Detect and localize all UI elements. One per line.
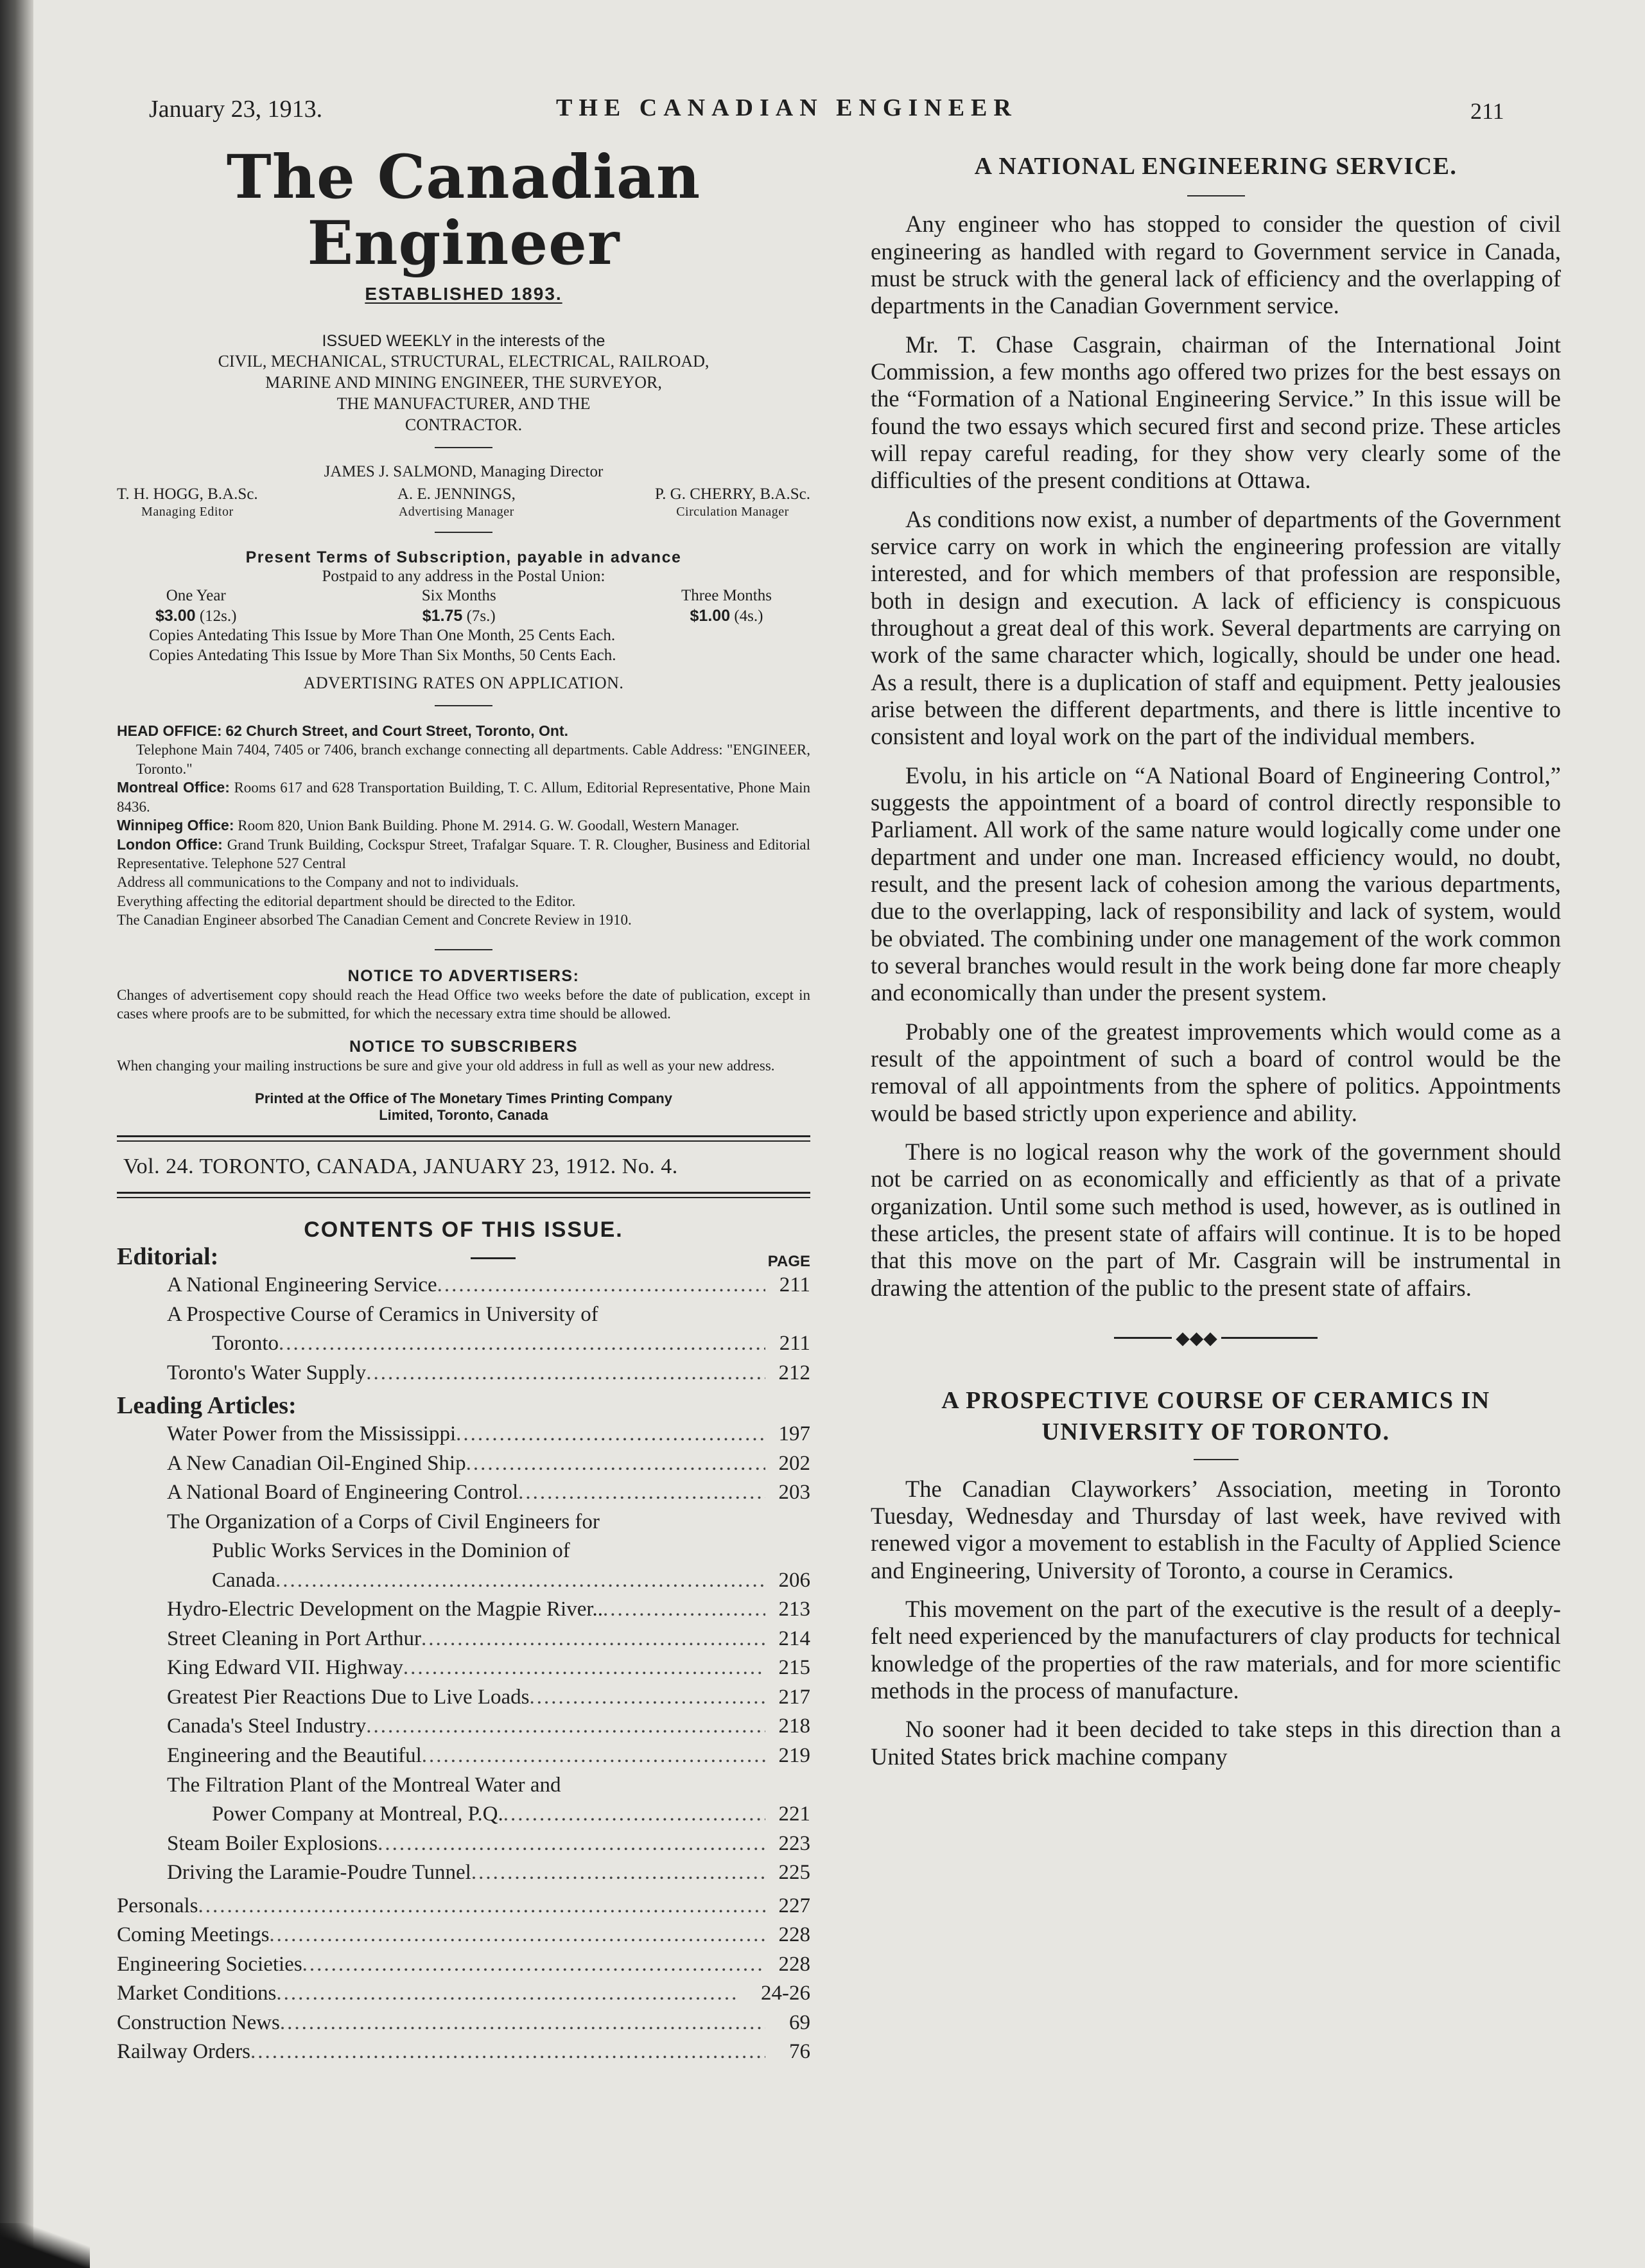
price-sterling: (7s.): [466, 607, 496, 625]
contents-title: CONTENTS OF THIS ISSUE.: [304, 1217, 623, 1243]
toc-page: 228: [778, 1923, 810, 1947]
toc-page: 24-26: [761, 1982, 810, 2005]
ornamental-divider: [871, 1327, 1561, 1349]
toc-title: Engineering and the Beautiful: [167, 1743, 422, 1767]
toc-page: 197: [778, 1422, 810, 1446]
divider: [435, 447, 492, 448]
copies-note: Copies Antedating This Issue by More Than One Month, 25 Cents Each.: [149, 627, 616, 645]
toc-entry[interactable]: [117, 2009, 810, 2038]
left-column: [117, 144, 810, 2067]
copies-note: Copies Antedating This Issue by More Than Six Months, 50 Cents Each.: [149, 646, 616, 664]
toc-page: 211: [779, 1332, 810, 1356]
issued-line: CIVIL, MECHANICAL, STRUCTURAL, ELECTRICAL, RAILROAD,: [218, 352, 709, 371]
toc-page: 219: [778, 1743, 810, 1767]
volume-line: Vol. 24. TORONTO, CANADA, JANUARY 23, 1912. No. 4.: [123, 1155, 678, 1179]
book-binding-shadow: [0, 0, 33, 2268]
ornament-icon: ◆◆◆: [1176, 1328, 1217, 1348]
paragraph: The Canadian Clayworkers’ Association, meeting in Toronto Tuesday, Wednesday and Thursday of last week, have revived with renewed vigor a movement to establish in the Faculty of Applied Science and Engineering, University of Toronto, a course in Ceramics.: [871, 1475, 1561, 1583]
toc-leader: [269, 1921, 765, 1950]
running-head-date: January 23, 1913.: [149, 96, 323, 123]
toc-leader: [198, 1892, 766, 1921]
misc-list: [117, 1892, 810, 2067]
toc-page: 202: [778, 1451, 810, 1475]
toc-title: Street Cleaning in Port Arthur: [167, 1627, 421, 1650]
toc-title: A National Engineering Service: [167, 1273, 437, 1297]
notice-subscribers-heading: NOTICE TO SUBSCRIBERS: [349, 1037, 579, 1056]
toc-entry[interactable]: [117, 1892, 810, 1921]
absorbed-note: The Canadian Engineer absorbed The Canadian Cement and Concrete Review in 1910.: [117, 912, 632, 929]
toc-title: Construction News: [117, 2011, 280, 2034]
toc-leader: [503, 1800, 765, 1829]
printed-line: Limited, Toronto, Canada: [379, 1107, 548, 1124]
toc-leader: [471, 1858, 765, 1888]
price-period: Three Months: [681, 587, 772, 605]
staff-role: Advertising Manager: [398, 505, 514, 519]
toc-page: 221: [778, 1802, 810, 1826]
toc-leader: [437, 1271, 765, 1300]
toc-entry[interactable]: [167, 1271, 810, 1300]
price-period: Six Months: [421, 587, 496, 605]
toc-page: 225: [778, 1861, 810, 1885]
toc-entry[interactable]: [167, 1359, 810, 1388]
article-title: [871, 1385, 1561, 1449]
managing-director: JAMES J. SALMOND, Managing Director: [324, 463, 604, 481]
toc-leader: [275, 1566, 765, 1596]
toc-leader: [366, 1712, 765, 1741]
offices-block: [117, 722, 810, 930]
staff-member: [117, 485, 258, 520]
toc-entry[interactable]: [167, 1420, 810, 1449]
double-rule: [117, 1192, 810, 1198]
paragraph: No sooner had it been decided to take steps in this direction than a United States brick machine company: [871, 1716, 1561, 1770]
divider: [1187, 195, 1245, 196]
issued-line: MARINE AND MINING ENGINEER, THE SURVEYOR,: [265, 373, 662, 392]
toc-title: A New Canadian Oil-Engined Ship: [167, 1451, 466, 1475]
paragraph: As conditions now exist, a number of departments of the Government service carry on work in which the engineering profession are vitally interested, and for which members of that profession are responsible, both in design and execution. A lack of efficiency is conspicuous throughout a great deal of this work. Several departments are carrying on work of the same character which, logically, should be under one head. As a result, there is a duplication of staff and equipment. Petty jealousies arise between the different departments, and there is little incentive to consistent and loyal work on the part of the individual members.: [871, 505, 1561, 750]
toc-entry[interactable]: [167, 1329, 810, 1359]
staff-member: [397, 485, 516, 520]
established-line: ESTABLISHED 1893.: [365, 283, 562, 304]
editorial-heading: Editorial:: [117, 1243, 219, 1271]
divider: [435, 532, 492, 533]
toc-page: 69: [789, 2011, 810, 2034]
toc-page: 214: [778, 1627, 810, 1650]
page-column-header: PAGE: [767, 1253, 810, 1271]
toc-title: Coming Meetings: [117, 1923, 270, 1947]
staff-role: Circulation Manager: [676, 505, 789, 519]
toc-entry[interactable]: [167, 1625, 810, 1654]
staff-name: P. G. CHERRY, B.A.Sc.: [655, 485, 810, 503]
paragraph: This movement on the part of the executive is the result of a deeply-felt need experienced by the manufacturers of clay products for technical knowledge of the properties of the raw materials, and for more scientific methods in the process of manufacture.: [871, 1595, 1561, 1704]
toc-title: Canada's Steel Industry: [167, 1714, 367, 1738]
staff-row: [117, 485, 810, 520]
issued-block: [117, 331, 810, 436]
office-detail: Telephone Main 7404, 7405 or 7406, branch exchange connecting all departments. Cable Address: "ENGINEER, Toronto.": [136, 742, 810, 777]
toc-entry[interactable]: [167, 1741, 810, 1771]
toc-title: Greatest Pier Reactions Due to Live Loads: [167, 1685, 530, 1709]
leading-heading: Leading Articles:: [117, 1392, 297, 1420]
price-sterling: (12s.): [199, 607, 237, 625]
price-column: [155, 586, 236, 626]
price-period: One Year: [166, 587, 226, 605]
toc-page: 211: [779, 1273, 810, 1297]
staff-name: T. H. HOGG, B.A.Sc.: [117, 485, 258, 503]
toc-page: 206: [778, 1568, 810, 1592]
toc-title[interactable]: A Prospective Course of Ceramics in University of: [167, 1302, 598, 1326]
toc-page: 203: [778, 1481, 810, 1505]
divider: [1221, 1337, 1318, 1339]
toc-leader: [422, 1741, 765, 1771]
subscription-postpaid: Postpaid to any address in the Postal Union:: [322, 567, 605, 585]
running-head-page-number: 211: [1470, 98, 1504, 124]
double-rule: [117, 1135, 810, 1142]
toc-title: Water Power from the Mississippi: [167, 1422, 457, 1446]
toc-leader: [421, 1625, 765, 1654]
toc-entry[interactable]: [167, 1566, 810, 1596]
toc-title: A National Board of Engineering Control: [167, 1481, 519, 1505]
toc-title: Railway Orders: [117, 2040, 251, 2064]
toc-entry[interactable]: [167, 1595, 810, 1625]
toc-title: Hydro-Electric Development on the Magpie River..: [167, 1598, 604, 1621]
office-label: Winnipeg Office:: [117, 817, 234, 834]
editorial-list: [117, 1271, 810, 1388]
toc-leader: [378, 1829, 765, 1859]
notice-subscribers-text: When changing your mailing instructions be sure and give your old address in full as well as your new address.: [117, 1057, 775, 1074]
toc-leader: [603, 1595, 765, 1625]
divider: [435, 949, 492, 950]
office-label: Montreal Office:: [117, 779, 230, 796]
toc-title: Steam Boiler Explosions: [167, 1831, 378, 1855]
toc-leader: [466, 1449, 765, 1479]
toc-entry[interactable]: [117, 2037, 810, 2067]
toc-leader: [403, 1653, 765, 1683]
office-label: London Office:: [117, 835, 223, 853]
toc-page: 213: [778, 1598, 810, 1621]
toc-entry[interactable]: [167, 1478, 810, 1508]
office-detail: Grand Trunk Building, Cockspur Street, Trafalgar Square. T. R. Clougher, Business and Editorial Representative. Telephone 527 Central: [117, 836, 811, 871]
toc-title-cont: Toronto: [212, 1332, 279, 1356]
toc-leader: [250, 2037, 765, 2067]
toc-title-cont[interactable]: Public Works Services in the Dominion of: [212, 1539, 570, 1563]
toc-entry[interactable]: [117, 1950, 810, 1980]
toc-title[interactable]: The Filtration Plant of the Montreal Water and: [167, 1773, 561, 1797]
subscription-prices: [117, 586, 810, 626]
paragraph: There is no logical reason why the work of the government should not be carried on as economically and efficiently as that of a private organization. Until some such method is used, however, as is outlined in these articles, the present state of affairs will continue. It is to be hoped that this move on the part of Mr. Casgrain will be instrumental in drawing the attention of the public to the present state of affairs.: [871, 1138, 1561, 1301]
toc-page: 217: [778, 1685, 810, 1709]
toc-entry[interactable]: [117, 1921, 810, 1950]
paragraph: Evolu, in his article on “A National Board of Engineering Control,” suggests the appointment of a board of control directly responsible to Parliament. All work of the same nature would logically come under one department and under one man. Increased efficiency would, no doubt, result, and the present lack of cohesion among the various departments, due to the overlapping, lack of responsibility and lack of system, would be obviated. The combining under one management of the work common to several branches would result in the work being done far more cheaply and economically than under the present system.: [871, 762, 1561, 1006]
toc-page: 227: [778, 1894, 810, 1917]
advertising-rates: ADVERTISING RATES ON APPLICATION.: [303, 674, 624, 693]
editor-note: Everything affecting the editorial department should be directed to the Editor.: [117, 893, 576, 909]
paragraph: Any engineer who has stopped to consider the question of civil engineering as handled with regard to Government service in Canada, must be struck with the general lack of efficiency and the overlapping of departments in the Canadian Government service.: [871, 211, 1561, 319]
issued-line: CONTRACTOR.: [405, 415, 523, 434]
toc-entry[interactable]: [167, 1858, 810, 1888]
paragraph: Mr. T. Chase Casgrain, chairman of the International Joint Commission, a few months ago offered two prizes for the best essays on the “Formation of a National Engineering Service.” In this issue will be found the two essays which secured first and second prize. These articles will repay careful reading, for they show very clearly some of the difficulties of the present conditions at Ottawa.: [871, 331, 1561, 494]
price-column: [681, 586, 772, 626]
toc-page: 228: [778, 1952, 810, 1976]
divider: [1194, 1459, 1239, 1460]
divider: [471, 1257, 516, 1259]
toc-leader: [279, 1329, 765, 1359]
article-title-line: UNIVERSITY OF TORONTO.: [1041, 1418, 1390, 1446]
article-title-line: A PROSPECTIVE COURSE OF CERAMICS IN: [941, 1386, 1490, 1414]
divider: [435, 705, 492, 706]
toc-entry[interactable]: [167, 1683, 810, 1713]
masthead-title: The Canadian Engineer: [226, 142, 701, 279]
printed-line: Printed at the Office of The Monetary Times Printing Company: [255, 1090, 672, 1107]
price-value: $1.00: [690, 606, 731, 625]
article-body: [871, 1476, 1561, 1770]
office-label: HEAD OFFICE:: [117, 722, 222, 739]
toc-entry[interactable]: [167, 1829, 810, 1859]
toc-leader: [366, 1359, 765, 1388]
toc-title[interactable]: The Organization of a Corps of Civil Engineers for: [167, 1510, 600, 1533]
toc-title: Market Conditions: [117, 1982, 277, 2005]
right-column: [871, 151, 1561, 1770]
toc-leader: [530, 1683, 766, 1713]
article-title: A NATIONAL ENGINEERING SERVICE.: [974, 153, 1458, 180]
office-detail: Rooms 617 and 628 Transportation Building, T. C. Allum, Editorial Representative, Phone Main 8436.: [117, 780, 810, 815]
contents: [117, 1217, 810, 2067]
price-column: [422, 586, 496, 626]
toc-title-cont: Power Company at Montreal, P.Q.: [212, 1802, 503, 1826]
toc-title: Driving the Laramie-Poudre Tunnel: [167, 1861, 471, 1885]
price-value: $1.75: [422, 606, 463, 625]
toc-entry[interactable]: [167, 1653, 810, 1683]
leading-list: [117, 1420, 810, 1888]
price-value: $3.00: [155, 606, 196, 625]
printed-by: [117, 1090, 810, 1124]
notice-advertisers-text: Changes of advertisement copy should reach the Head Office two weeks before the date of publication, except in cases where proofs are to be submitted, for which the necessary extra time should be allowed.: [117, 986, 810, 1022]
article-body: [871, 211, 1561, 1301]
staff-role: Managing Editor: [141, 505, 234, 519]
toc-entry[interactable]: [167, 1800, 810, 1829]
toc-title: Engineering Societies: [117, 1952, 302, 1976]
running-head-title: THE CANADIAN ENGINEER: [556, 94, 1018, 121]
page-corner-shadow: [0, 2223, 90, 2268]
toc-page: 215: [778, 1656, 810, 1680]
toc-leader: [302, 1950, 765, 1980]
toc-leader: [456, 1420, 765, 1449]
toc-entry[interactable]: [167, 1449, 810, 1479]
toc-page: 218: [778, 1714, 810, 1738]
toc-title-cont: Canada: [212, 1568, 275, 1592]
notice-advertisers-heading: NOTICE TO ADVERTISERS:: [347, 966, 580, 985]
toc-leader: [518, 1478, 765, 1508]
toc-page: 76: [789, 2040, 810, 2064]
address-note: Address all communications to the Company and not to individuals.: [117, 874, 519, 891]
toc-leader: [276, 1979, 740, 2009]
toc-entry[interactable]: [167, 1712, 810, 1741]
toc-title: Toronto's Water Supply: [167, 1361, 367, 1384]
office-detail: Room 820, Union Bank Building. Phone M. 2914. G. W. Goodall, Western Manager.: [238, 817, 740, 834]
subscription-heading: Present Terms of Subscription, payable in advance: [245, 548, 682, 566]
paragraph: Probably one of the greatest improvements which would come as a result of the appointment of such a board of control would be the removal of all appointments from the sphere of politics. Appointments would be based strictly upon experience and ability.: [871, 1018, 1561, 1126]
toc-page: 223: [778, 1831, 810, 1855]
toc-title: King Edward VII. Highway: [167, 1656, 403, 1680]
toc-leader: [280, 2009, 765, 2038]
issued-line: THE MANUFACTURER, AND THE: [336, 394, 591, 413]
price-sterling: (4s.): [734, 607, 763, 625]
office-address: 62 Church Street, and Court Street, Toronto, Ont.: [225, 722, 569, 739]
issued-line: ISSUED WEEKLY in the interests of the: [322, 331, 605, 350]
staff-member: [655, 485, 810, 520]
toc-title: Personals: [117, 1894, 198, 1917]
toc-page: 212: [778, 1361, 810, 1384]
divider: [1114, 1337, 1172, 1339]
toc-entry[interactable]: [117, 1979, 810, 2009]
staff-name: A. E. JENNINGS,: [397, 485, 516, 503]
